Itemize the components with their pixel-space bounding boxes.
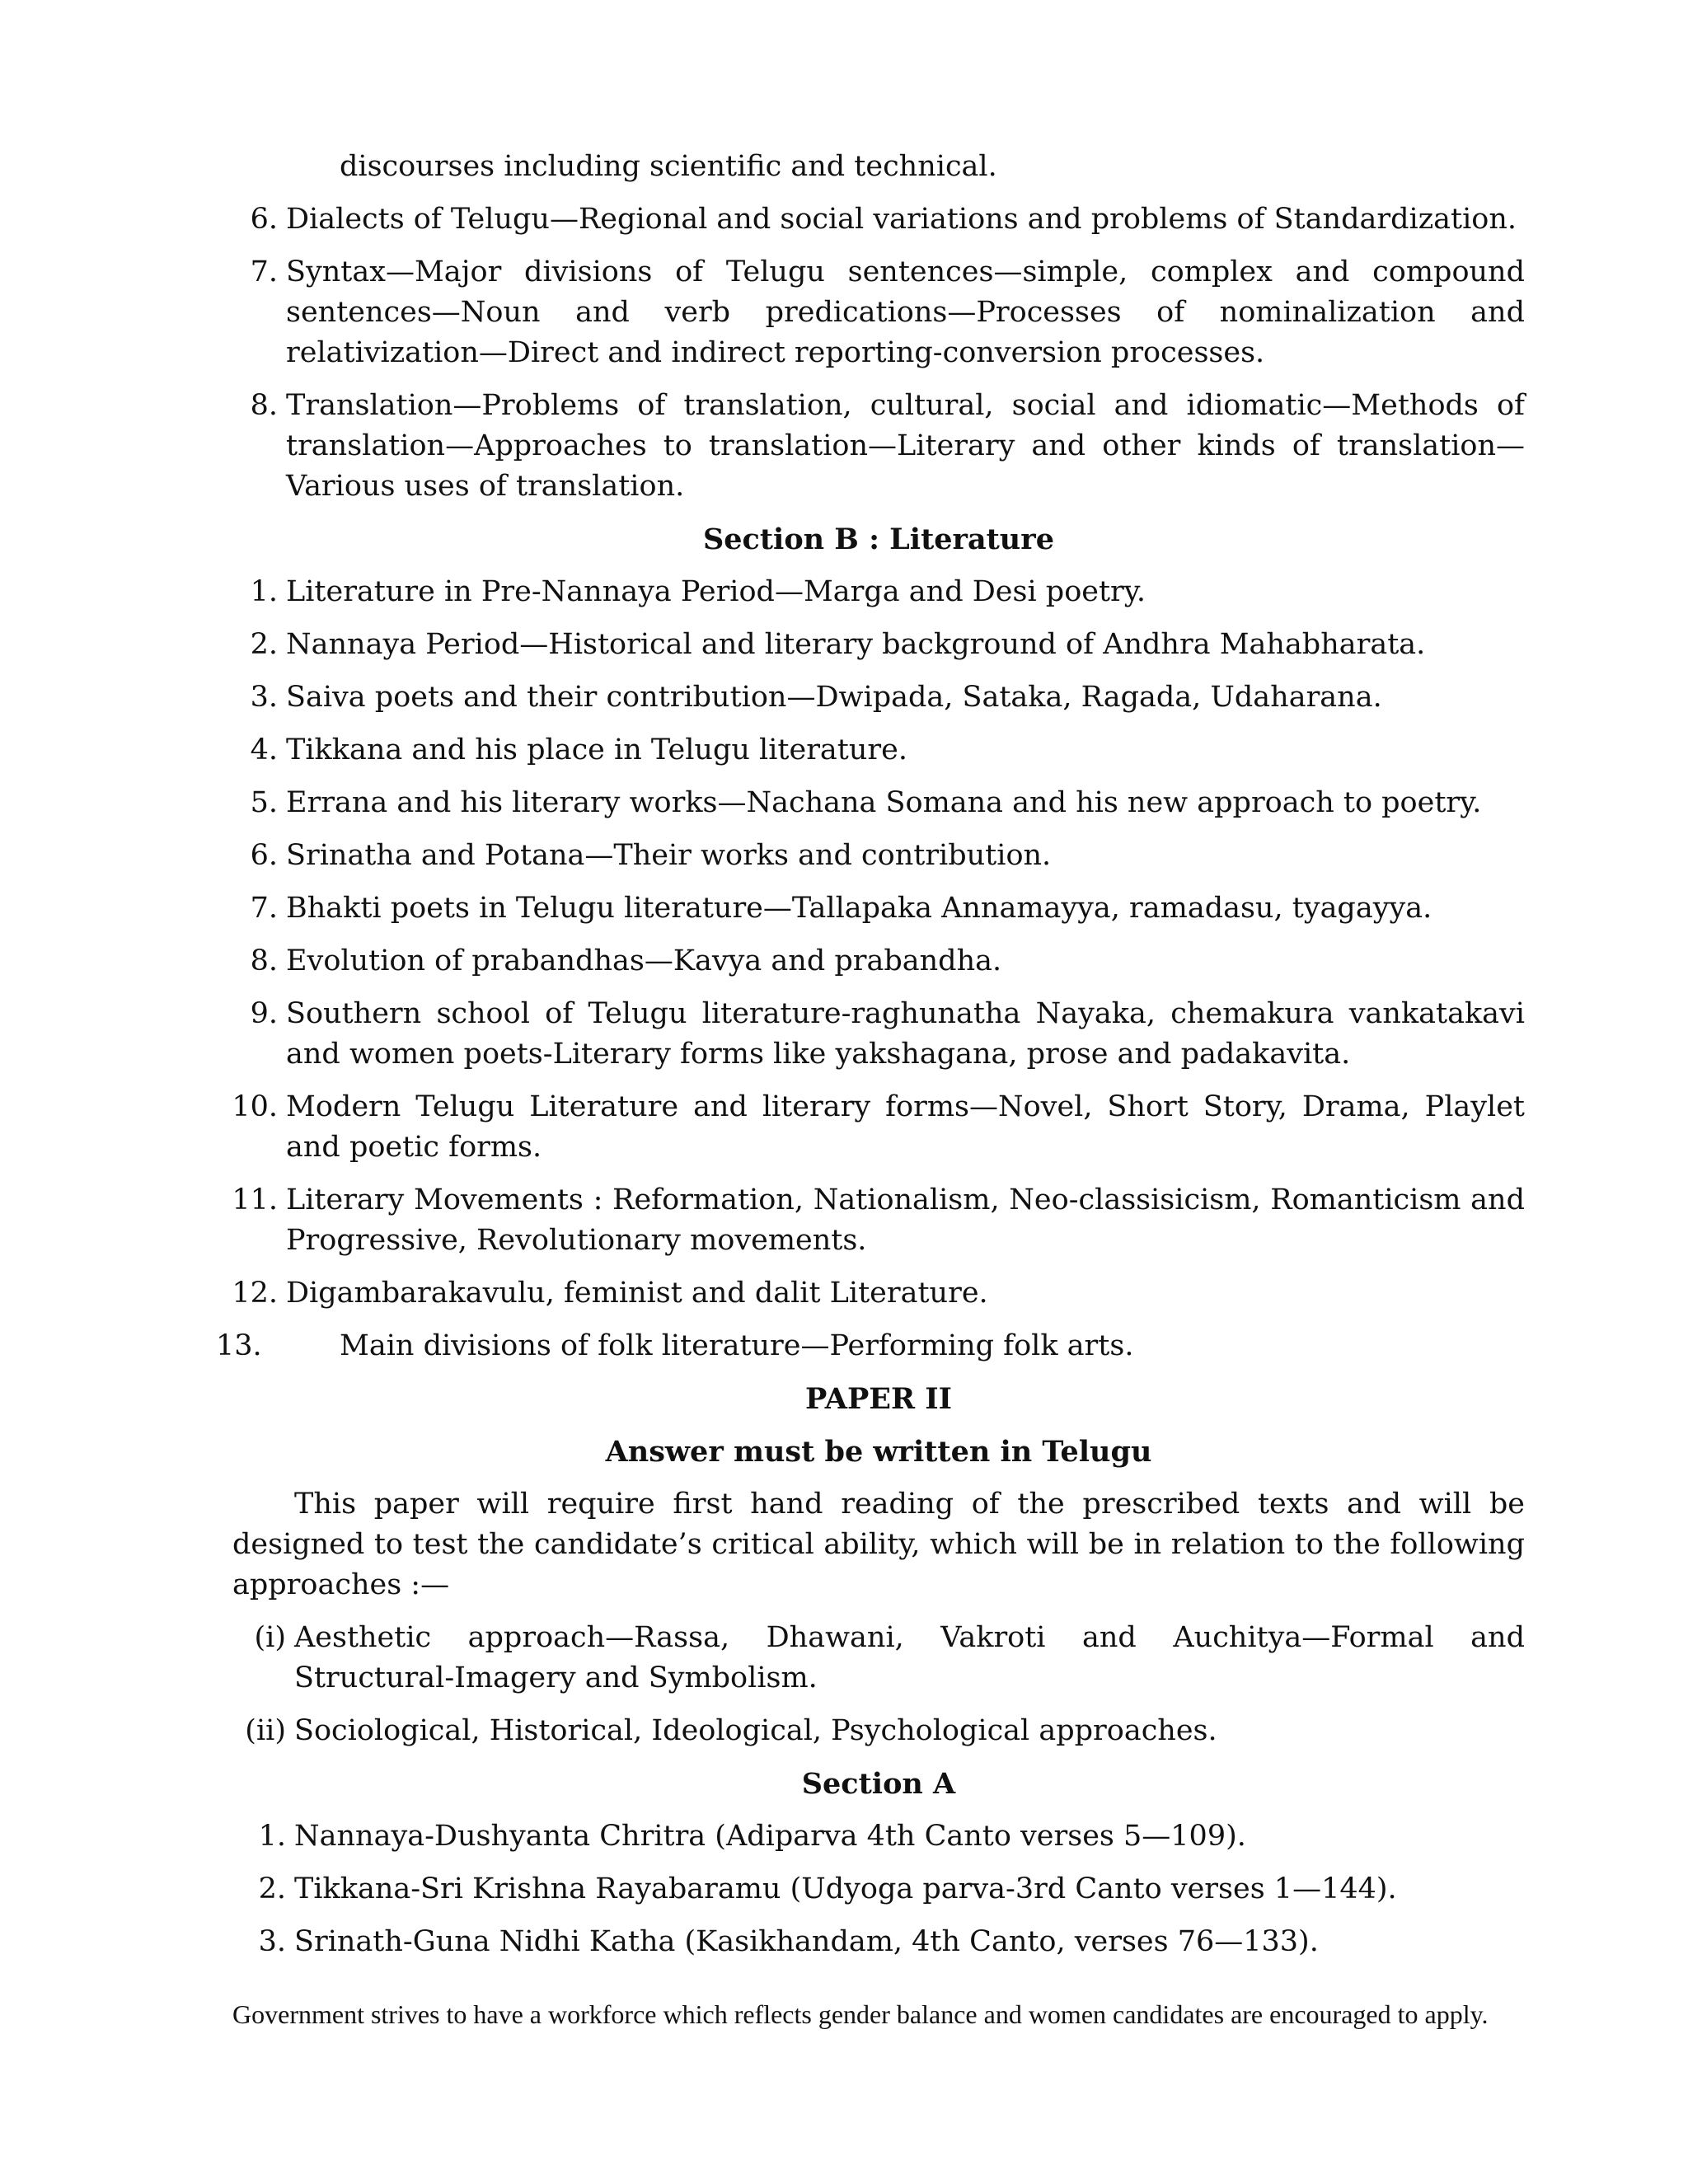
list-item [232,1869,1525,1910]
list-item [232,730,1525,771]
item-text: Digambarakavulu, feminist and dalit Literature. [286,1277,988,1310]
item-text: Dialects of Telugu—Regional and social variations and problems of Standardization. [286,203,1517,236]
item-number: 8. [250,389,278,422]
item-text: Bhakti poets in Telugu literature—Tallapaka Annamayya, ramadasu, tyagayya. [286,892,1432,925]
item-text: Southern school of Telugu literature-raghunatha Nayaka, chemakura vankatakavi and women poets-Literary forms like yakshagana, prose and padakavita. [286,997,1525,1071]
item-text: Saiva poets and their contribution—Dwipada, Sataka, Ragada, Udaharana. [286,681,1382,714]
item-text: Nannaya Period—Historical and literary background of Andhra Mahabharata. [286,628,1426,661]
list-item [232,1087,1525,1168]
item-number: 9. [250,997,278,1030]
item-number: 7. [250,892,278,925]
list-item [232,386,1525,507]
item-number: 2. [258,1872,286,1905]
list-item [232,1816,1525,1857]
item-number: 11. [232,1183,278,1216]
item-number: 6. [250,839,278,872]
footer-note: Government strives to have a workforce which reflects gender balance and women candidates are encouraged to apply. [232,1999,1489,2029]
item-text: Aesthetic approach—Rassa, Dhawani, Vakroti and Auchitya—Formal and Structural-Imagery and Symbolism. [294,1621,1525,1694]
item-number: 8. [250,944,278,977]
item-number: 4. [250,733,278,766]
item-number: 5. [250,786,278,819]
paper-ii-heading: PAPER II [805,1382,952,1416]
list-item [232,994,1525,1075]
item-text: Syntax—Major divisions of Telugu sentences—simple, complex and compound sentences—Noun and verb predications—Processes of nominalization and relativization—Direct and indirect reporting-conversion processes. [286,255,1525,369]
paper-ii-section-a-heading: Section A [801,1767,956,1801]
list-item [232,836,1525,876]
item-text: Errana and his literary works—Nachana Somana and his new approach to poetry. [286,786,1482,819]
paper-ii-subheading: Answer must be written in Telugu [605,1435,1152,1469]
item-text: Literature in Pre-Nannaya Period—Marga and Desi poetry. [286,575,1146,608]
item-text: Sociological, Historical, Ideological, Psychological approaches. [294,1714,1217,1747]
item-text: Nannaya-Dushyanta Chritra (Adiparva 4th Canto verses 5—109). [294,1820,1246,1853]
item-number: 2. [250,628,278,661]
list-item [216,1326,1525,1366]
list-item [232,1273,1525,1314]
syllabus-content [216,147,1525,1975]
item-text: Modern Telugu Literature and literary forms—Novel, Short Story, Drama, Playlet and poetic forms. [286,1090,1525,1164]
list-item [232,1922,1525,1962]
list-item [232,252,1525,373]
continued-text: discourses including scientific and technical. [340,150,997,183]
item-text: Srinatha and Potana—Their works and contribution. [286,839,1052,872]
item-number: 12. [232,1277,278,1310]
list-item [232,1180,1525,1261]
item-number: 7. [250,255,278,288]
item-number: 10. [232,1090,278,1123]
list-item [232,625,1525,665]
list-item [232,783,1525,823]
item-text: Srinath-Guna Nidhi Katha (Kasikhandam, 4th Canto, verses 76—133). [294,1925,1319,1958]
item-number: 3. [258,1925,286,1958]
item-number: 1. [258,1820,286,1853]
section-b-heading: Section B : Literature [703,523,1054,556]
list-item [232,1711,1525,1751]
item-number: (i) [254,1621,286,1654]
item-number: (ii) [245,1714,286,1747]
item-text: Translation—Problems of translation, cultural, social and idiomatic—Methods of translation—Approaches to translation—Literary and other kinds of translation—Various uses of translation. [286,389,1525,503]
item-text: Main divisions of folk literature—Performing folk arts. [340,1329,1134,1362]
list-item [232,888,1525,929]
list-item [232,199,1525,240]
item-text: Literary Movements : Reformation, Nationalism, Neo-classisicism, Romanticism and Progressive, Revolutionary movements. [286,1183,1525,1257]
item-number: 6. [250,203,278,236]
list-item [232,1618,1525,1699]
item-text: Tikkana-Sri Krishna Rayabaramu (Udyoga parva-3rd Canto verses 1—144). [294,1872,1397,1905]
list-item [232,677,1525,718]
list-item [232,941,1525,982]
paper-ii-intro: This paper will require first hand reading of the prescribed texts and will be designed to test the candidate’s critical ability, which will be in relation to the following approaches :— [232,1488,1525,1601]
list-item [232,572,1525,612]
item-text: Tikkana and his place in Telugu literature. [286,733,907,766]
item-text: Evolution of prabandhas—Kavya and prabandha. [286,944,1002,977]
item-number: 3. [250,681,278,714]
item-number: 13. [216,1329,262,1362]
item-number: 1. [250,575,278,608]
